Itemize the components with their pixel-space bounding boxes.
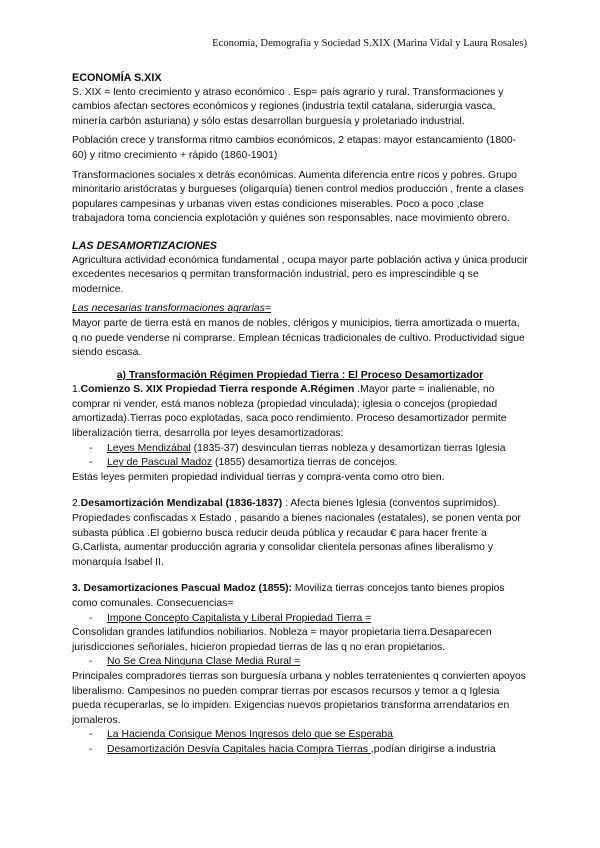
consequences-list-1 bbox=[72, 612, 528, 627]
paragraph: Consolidan grandes latifundios nobiliarios. Nobleza = mayor propietaria tierra.Desaparecen jurisdicciones señoriales, hicieron propiedad tierras de las q no eran propietarios. bbox=[72, 627, 492, 653]
list-item-text: ,podían dirigirse a industria bbox=[370, 743, 496, 755]
paragraph: Principales compradores tierras son burguesía urbana y nobles terratenientes q convierten apoyos liberalismo. Campesinos no pueden comprar tierras por escasos recursos y temor a q Iglesia pueda recuperarlas, se lo impiden. Exigencias nuevos propietarios transforma arrendatarios en jornaleros. bbox=[72, 670, 526, 726]
list-item-text: (1855) desamortiza tierras de concejos. bbox=[212, 457, 398, 469]
paragraph: Agricultura actividad económica fundamental , ocupa mayor parte población activa y única producir excedentes necesarios q permitan transformación industrial, pero es imprescindible q se modernice. bbox=[72, 254, 528, 295]
list-item: - La Hacienda Consigue Menos Ingresos delo que se Esperaba bbox=[72, 728, 528, 743]
list-item bbox=[72, 456, 528, 471]
item-number: 1. bbox=[72, 384, 81, 396]
list-item-title: Leyes Mendizábal bbox=[107, 442, 191, 454]
section-title-desamortizaciones: LAS DESAMORTIZACIONES bbox=[72, 239, 217, 252]
item-bold: 3. Desamortizaciones Pascual Madoz (1855): bbox=[72, 583, 293, 595]
item-3 bbox=[72, 582, 528, 611]
item-bold: Comienzo S. XIX Propiedad Tierra responde A.Régimen bbox=[80, 384, 355, 396]
list-item-title: Ley de Pascual Madoz bbox=[107, 457, 213, 469]
document-header: Economía, Demografía y Sociedad S.XIX (Marina Vidal y Laura Rosales) bbox=[212, 38, 527, 49]
subsection-title: Las necesarias transformaciones agrarias= bbox=[72, 303, 271, 315]
consequences-list-2 bbox=[72, 655, 528, 670]
section-title-economia: ECONOMÍA S.XIX bbox=[72, 72, 162, 84]
list-item-text: (1835-37) desvinculan tierras nobleza y desamortizan tierras Iglesia bbox=[190, 442, 506, 454]
paragraph: Población crece y transforma ritmo cambios económicos, 2 etapas: mayor estancamiento (1800-60) y ritmo crecimiento + rápido (1860-1901) bbox=[72, 135, 517, 161]
document-body bbox=[72, 71, 528, 758]
paragraph: Estas leyes permiten propiedad individual tierras y compra-venta como otro bien. bbox=[72, 471, 445, 483]
list-item bbox=[72, 743, 528, 758]
consequences-list-3 bbox=[72, 728, 528, 757]
item-text: .Mayor parte = inalienable, no comprar ni vender, está manos nobleza (propiedad vinculada); iglesia o concejos (propiedad amortizada).Tierras poco explotadas, saca poco rendimiento. Proceso desamortizador permite liberalización tierra, desarrolla por leyes desamortizadoras: bbox=[72, 384, 507, 440]
item-number: 2. bbox=[72, 498, 81, 510]
item-2 bbox=[72, 497, 528, 570]
paragraph: Transformaciones sociales x detrás económicas. Aumenta diferencia entre ricos y pobres. Grupo minoritario aristócratas y burgueses (oligarquía) tienen control medios producción , frente a clases populares campesinas y urbanas viven estas condiciones miserables. Poco a poco ,clase trabajadora toma conciencia explotación y quiénes son responsables, nace movimiento obrero. bbox=[72, 169, 524, 225]
list-item-title: Desamortización Desvía Capitales hacia Compra Tierras bbox=[107, 743, 371, 755]
laws-list bbox=[72, 442, 528, 471]
heading-a: a) Transformación Régimen Propiedad Tierra : El Proceso Desamortizador bbox=[116, 369, 484, 381]
list-item: - No Se Crea Ninguna Clase Media Rural = bbox=[72, 655, 528, 670]
paragraph: Mayor parte de tierra está en manos de nobles, clérigos y municipios, tierra amortizada o muerta, q no puede venderse ni comprarse. Emplean técnicas tradicionales de cultivo. Productividad sigue siendo escasa. bbox=[72, 317, 525, 359]
item-1 bbox=[72, 383, 528, 441]
list-item: - Impone Concepto Capitalista y Liberal Propiedad Tierra = bbox=[72, 612, 528, 627]
item-text: : Afecta bienes Iglesia (conventos suprimidos). Propiedades confiscadas x Estado , pasando a bienes nacionales (estatales), se ponen venta por subasta pública .El gobierno busca reducir deuda pública y recaudar € para hacer frente a G.Carlista, aumentar producción agraria y consolidar clientela personas afines liberalismo y monarquía Isabel II. bbox=[72, 498, 521, 568]
list-item bbox=[72, 442, 528, 457]
item-bold: Desamortización Mendizabal (1836-1837) bbox=[80, 498, 283, 510]
paragraph: S. XIX = lento crecimiento y atraso económico . Esp= país agrario y rural. Transformaciones y cambios afectan sectores económicos y regiones (industria textil catalana, siderurgia vasca, minería carbón asturiana) y sólo estas desarrollan burguesía y proletariado industrial. bbox=[72, 86, 504, 127]
item-text: Moviliza tierras concejos tanto bienes propios como comunales. Consecuencias= bbox=[72, 583, 505, 609]
